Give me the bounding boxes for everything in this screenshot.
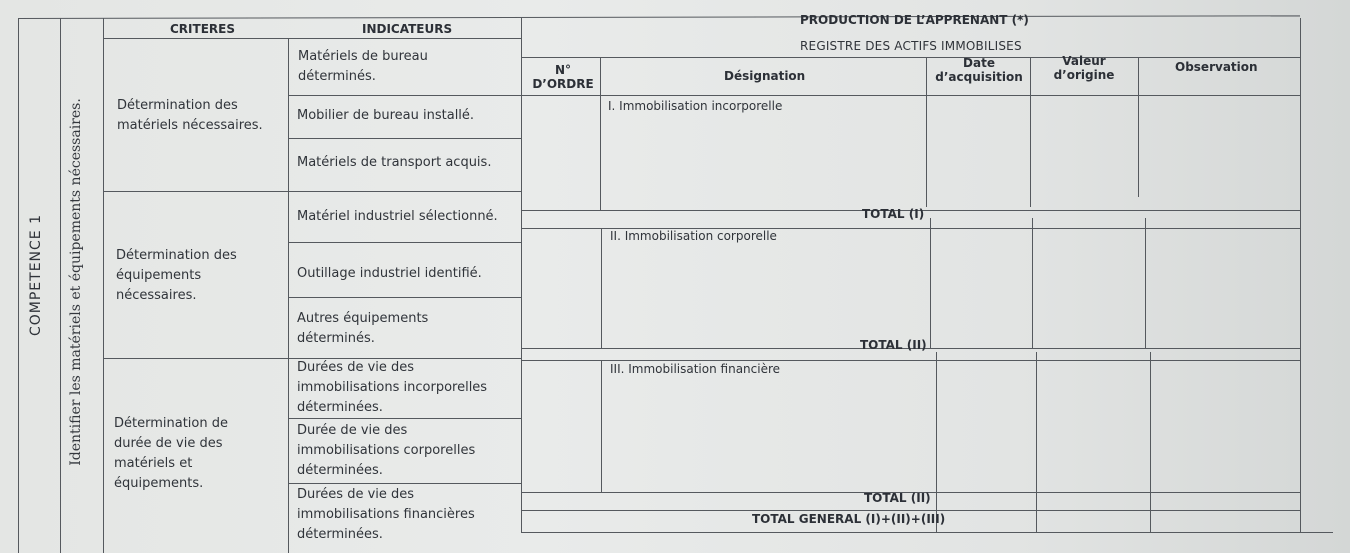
top-border <box>18 15 1300 19</box>
indicator-divider-3 <box>288 242 521 243</box>
section-1-total: TOTAL (I) <box>862 207 925 221</box>
section-2-label: II. Immobilisation corporelle <box>610 229 777 243</box>
col-line-date <box>1030 57 1031 207</box>
indicator-5: Outillage industriel identifié. <box>297 266 482 281</box>
col-line-valeur-bottom <box>1150 352 1151 532</box>
indicator-7: Durées de vie des immobilisations incorporelles déterminées. <box>297 360 488 415</box>
col-line-designation-bottom <box>936 352 937 532</box>
indicator-9: Durées de vie des immobilisations financières déterminées. <box>297 487 475 542</box>
col-line-date-mid <box>1032 218 1033 348</box>
col-line-num-top <box>600 57 601 210</box>
register-header-top <box>521 57 1300 58</box>
date-header: Date d’acquisition <box>935 56 1023 84</box>
section-3-total: TOTAL (II) <box>864 491 931 505</box>
valeur-header: Valeur d’origine <box>1053 54 1115 82</box>
indicator-2: Mobilier de bureau installé. <box>297 108 475 123</box>
col-line-date-bottom <box>1036 352 1037 532</box>
right-border <box>1300 18 1301 533</box>
col-line-num-mid <box>601 228 602 348</box>
col-line-designation <box>926 57 927 207</box>
col-line-num-bottom <box>601 360 602 492</box>
register-title: REGISTRE DES ACTIFS IMMOBILISES <box>800 39 1022 53</box>
production-header: PRODUCTION DE L’APPRENANT (*) <box>800 13 1029 27</box>
section-1-label: I. Immobilisation incorporelle <box>608 99 783 113</box>
indicator-8: Durée de vie des immobilisations corporelles déterminées. <box>297 423 476 478</box>
criterion-2: Détermination des équipements nécessaires. <box>116 248 237 303</box>
indicator-divider-2 <box>288 138 521 139</box>
criterion-3: Détermination de durée de vie des matériels et équipements. <box>114 416 228 491</box>
criteria-left-border <box>103 18 104 553</box>
criteria-divider-1 <box>103 191 521 192</box>
col-line-valeur <box>1138 57 1139 197</box>
indicator-1: Matériels de bureau déterminés. <box>298 49 428 84</box>
observation-header: Observation <box>1175 60 1258 74</box>
indicateurs-header: INDICATEURS <box>362 22 453 36</box>
col-line-designation-mid <box>930 218 931 348</box>
col-line-valeur-mid <box>1145 218 1146 348</box>
document-sheet: CRITERES INDICATEURS COMPETENCE 1 Identifier les matériels et équipements nécessaires. Détermination des matériels nécessaires. Détermination des équipements nécessaires. Détermination de durée de vie des matériels et équipements. Matériels de bureau déterminés. Mobilier de bureau installé. Matériels de transport acquis. Matériel industriel sélectionné. Outillage industriel identifié. Autres équipements déterminés. Durées de vie des immobilisations incorporelles déterminées. Durée de vie des immobilisations corporelles déterminées. Durées de vie des immobilisations financières déterminées. PRODUCTION DE L’APPRENANT (*) REGISTRE DES ACTIFS IMMOBILISES N° D’ORDRE Désignation Date d’acquisition Valeur d’origine Observation I. Immobilisation incorporelle TOTAL (I) II. Immobilisation corporelle TOTAL (II) III. Immobilisation financière TOTAL (II) TOTAL GENERAL (I)+(II)+(III) <box>0 0 1350 553</box>
indicator-6: Autres équipements déterminés. <box>297 311 429 346</box>
left-border <box>18 18 19 553</box>
section-2-total: TOTAL (II) <box>860 338 927 352</box>
header-bottom-line <box>103 38 521 39</box>
grand-total: TOTAL GENERAL (I)+(II)+(III) <box>752 512 946 526</box>
indicator-divider-4 <box>288 297 521 298</box>
criteria-indicator-divider <box>288 38 289 553</box>
competence-divider <box>60 18 61 553</box>
criteres-header: CRITERES <box>170 22 235 36</box>
grand-total-bottom <box>521 532 1333 533</box>
section-3-label: III. Immobilisation financière <box>610 362 781 376</box>
designation-header: Désignation <box>724 69 806 83</box>
indicator-4: Matériel industriel sélectionné. <box>297 209 498 224</box>
criterion-1: Détermination des matériels nécessaires. <box>117 98 263 133</box>
indicator-3: Matériels de transport acquis. <box>297 155 492 170</box>
indicator-divider-5 <box>288 418 521 419</box>
indicator-divider-1 <box>288 95 521 96</box>
num-header: N° D’ORDRE <box>532 63 594 91</box>
